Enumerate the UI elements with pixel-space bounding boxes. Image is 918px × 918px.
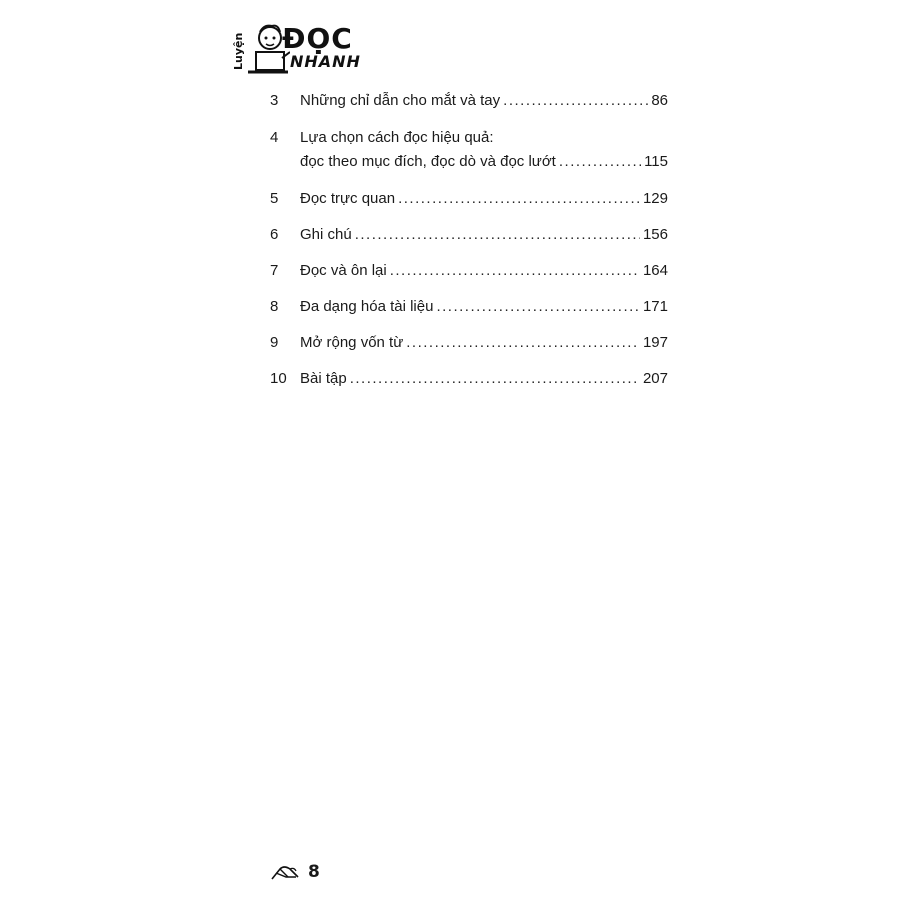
toc-leader bbox=[436, 297, 640, 317]
toc-leader bbox=[350, 369, 640, 389]
toc-page: 197 bbox=[642, 334, 668, 351]
toc-number: 10 bbox=[270, 370, 287, 387]
toc-entry bbox=[270, 297, 668, 317]
toc-entry bbox=[270, 369, 668, 389]
toc-title: Bài tập bbox=[300, 370, 347, 387]
toc-number: 4 bbox=[270, 129, 279, 146]
toc-page: 164 bbox=[642, 262, 668, 279]
hand-pen-icon bbox=[270, 863, 300, 881]
toc-number: 8 bbox=[270, 298, 279, 315]
toc-title-line1: Lựa chọn cách đọc hiệu quả: bbox=[300, 129, 494, 146]
toc-leader bbox=[559, 152, 641, 172]
toc-leader bbox=[503, 91, 648, 111]
toc-title: Mở rộng vốn từ bbox=[300, 334, 404, 351]
toc-entry bbox=[270, 333, 668, 353]
toc-number: 5 bbox=[270, 190, 279, 207]
toc-page: 156 bbox=[642, 226, 668, 243]
toc-title: Những chỉ dẫn cho mắt và tay bbox=[300, 92, 501, 109]
toc-title: Đọc và ôn lại bbox=[300, 262, 387, 279]
toc-page: 207 bbox=[642, 370, 668, 387]
toc-page: 129 bbox=[642, 190, 668, 207]
toc-leader bbox=[398, 189, 640, 209]
toc-number: 6 bbox=[270, 226, 279, 243]
toc-title: Ghi chú bbox=[300, 226, 352, 243]
toc-entry bbox=[270, 261, 668, 281]
logo-main-text: ĐỌC bbox=[282, 22, 353, 55]
toc-title: Đa dạng hóa tài liệu bbox=[300, 298, 434, 315]
page-footer bbox=[270, 862, 320, 882]
toc-number: 7 bbox=[270, 262, 279, 279]
toc-number: 9 bbox=[270, 334, 279, 351]
toc-entry bbox=[270, 128, 668, 174]
logo-sub-text: NHANH bbox=[290, 52, 361, 71]
toc-leader bbox=[390, 261, 640, 281]
page-number: 8 bbox=[308, 862, 320, 882]
toc-page: 171 bbox=[642, 298, 668, 315]
toc-entry bbox=[270, 189, 668, 209]
toc-leader bbox=[406, 333, 640, 353]
toc-page: 115 bbox=[644, 153, 668, 170]
toc-entry bbox=[270, 225, 668, 245]
toc-leader bbox=[355, 225, 640, 245]
book-logo bbox=[232, 22, 361, 80]
logo-side-text: Luyện bbox=[232, 32, 245, 70]
toc-title: đọc theo mục đích, đọc dò và đọc lướt bbox=[300, 153, 556, 170]
toc-page: 86 bbox=[651, 92, 668, 109]
toc-entry bbox=[270, 91, 668, 111]
toc-title: Đọc trực quan bbox=[300, 190, 396, 207]
toc-number: 3 bbox=[270, 92, 279, 109]
